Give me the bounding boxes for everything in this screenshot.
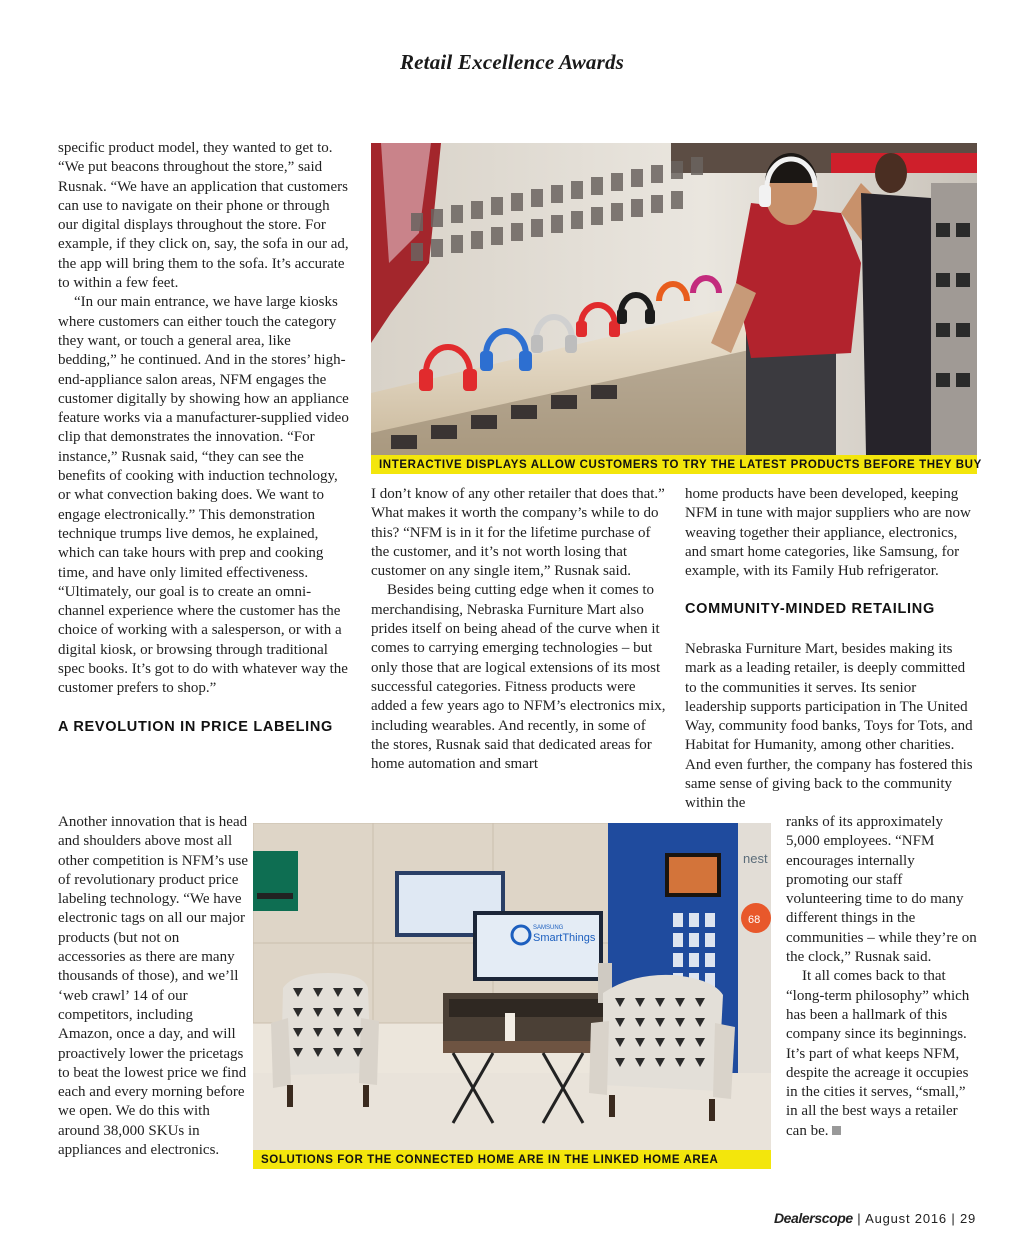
column-3-continuation [786,813,978,1141]
issue-date: August 2016 [865,1211,947,1226]
col3-subheading: COMMUNITY-MINDED RETAILING [685,601,935,618]
col2-paragraph-2: Besides being cutting edge when it comes to merchandising, Nebraska Furniture Mart also prides itself on being ahead of the curve when it comes to carrying emerging technologies – but only those that are logical extensions of its most successful categories. Fitness products were added a few years ago to NFM’s electronics mix, including wearables. And recently, in some of the stores, Rusnak said that dedicated areas for home automation and smart [371,582,666,773]
footer-separator-2: | [951,1211,960,1226]
page-footer [774,1210,976,1226]
linked-home-area-photo [253,823,771,1150]
end-mark-icon [832,1126,841,1135]
col1-paragraph-2: “In our main entrance, we have large kiosks where customers can either touch the category they want, or touch a general area, like bedding,” he continued. And in the stores’ high-end-appliance salon areas, NFM engages the customer digitally by showing how an appliance feature works via a manufacturer-supplied video clip that demonstrates the innovation. “For instance,” Rusnak said, “they can see the benefits of cooking with induction technology, or what convection baking does. We want to engage electronically.” This demonstration technique trumps live demos, he explained, which can take hours with prep and cooking time, and have only limited effectiveness. “Ultimately, our goal is to create an omni-channel experience where the customer has the choice of working with a salesperson, or with a digital kiosk, or browsing through traditional spec books. It’s got to do with whatever way the customer prefers to shop.” [58,294,349,697]
tv-brand-label: SAMSUNG [533,925,564,931]
column-2 [371,485,667,774]
magazine-brand: Dealerscope [773,1210,853,1226]
col1-subheading: A REVOLUTION IN PRICE LABELING [58,718,334,735]
column-1-lower [58,813,248,1160]
column-3-upper [685,485,977,619]
col1-paragraph-3: Another innovation that is head and shoulders above most all other competition is NFM’s use of revolutionary product price labeling technology. “We have electronic tags on all our major products (but not on accessories as there are many thousands of those), and we’ll ‘web crawl’ 14 of our competitors, including Amazon, once a day, and will proactively lower the pricetags to beat the lowest price we find each and every morning before we open. We do this with around 38,000 SKUs in appliances and electronics. [58,814,248,1159]
column-1-upper [58,139,350,737]
tv-smartthings-label: SmartThings [533,932,596,944]
top-photo-caption: INTERACTIVE DISPLAYS ALLOW CUSTOMERS TO TRY THE LATEST PRODUCTS BEFORE THEY BUY [371,455,977,474]
nest-label: nest [743,851,768,866]
col1-paragraph-1: specific product model, they wanted to get to. “We put beacons throughout the store,” said Rusnak. “We have an application that customers can use to navigate on their phone or through our digital displays throughout the store. For example, if they click on, say, the sofa in our ad, the app will bring them to the sofa. It’s accurate to within a few feet. [58,140,349,292]
section-title: Retail Excellence Awards [399,50,625,74]
col3-paragraph-2-cont: ranks of its approximately 5,000 employees. “NFM encourages internally promoting our staff volunteering time to do many different things in the communities – while they’re on the clock,” Rusnak said. [786,814,977,966]
col2-paragraph-1: I don’t know of any other retailer that does that.” What makes it worth the company’s while to do this? “NFM is in it for the lifetime purchase of the customer, and it’s not worth losing that customer on any single item,” Rusnak said. [371,486,665,580]
footer-separator: | [857,1211,866,1226]
linked-home-illustration [253,823,771,1150]
column-3-middle [685,640,977,813]
col3-paragraph-3: It all comes back to that “long-term philosophy” which has been a hallmark of this company since its beginnings. It’s part of what keeps NFM, despite the acreage it occupies in the cities it serves, “small,” in all the best ways a retailer can be. [786,968,970,1139]
bottom-photo-caption: SOLUTIONS FOR THE CONNECTED HOME ARE IN THE LINKED HOME AREA [253,1150,771,1169]
thermostat-temperature: 68 [748,914,761,926]
col3-paragraph-2-top: Nebraska Furniture Mart, besides making its mark as a leading retailer, is deeply committed to the communities it serves. Its senior leadership supports participation in The United Way, community food banks, Toys for Tots, and Habitat for Humanity, among other charities. And even further, the company has fostered this same sense of giving back to the community within the [685,641,973,812]
headphones-display-photo [371,143,977,455]
col3-paragraph-1: home products have been developed, keeping NFM in tune with major suppliers who are now weaving together their appliance, electronics, and smart home categories, like Samsung, for example, with its Family Hub refrigerator. [685,486,971,580]
page-number: 29 [959,1211,976,1226]
headphones-display-illustration [371,143,977,455]
